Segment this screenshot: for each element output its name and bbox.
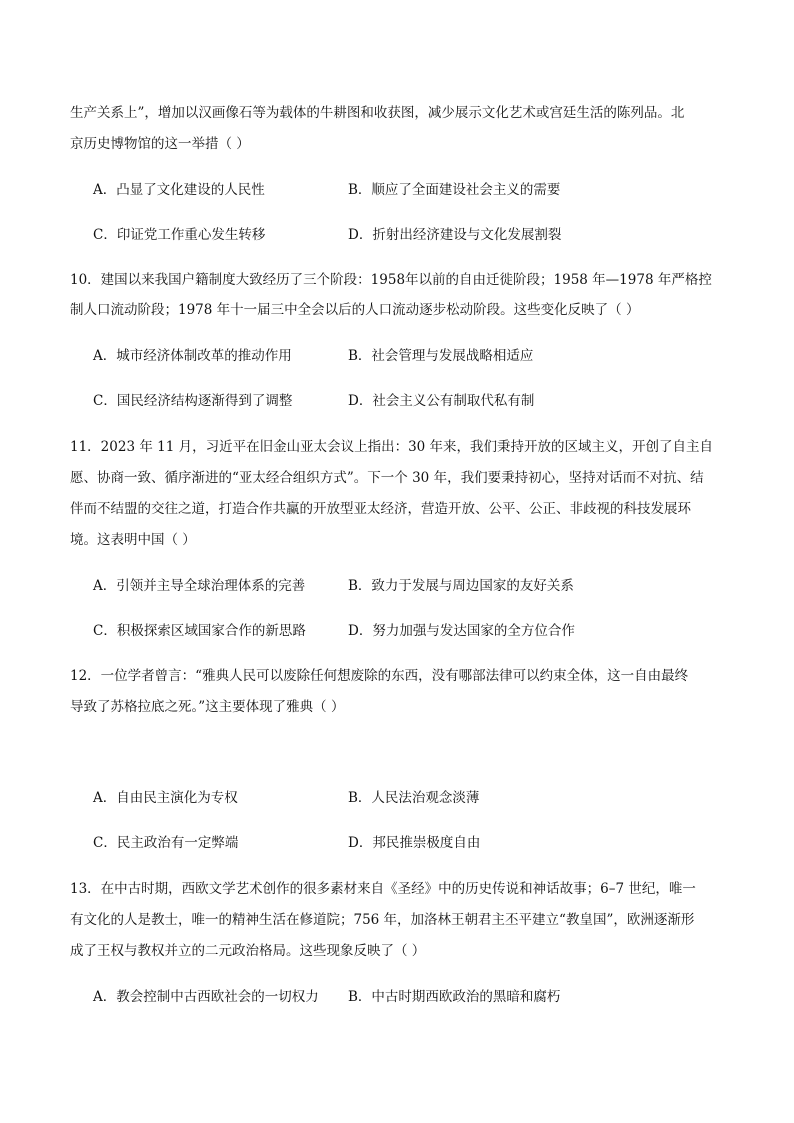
q12-option-b: B．人民法治观念淡薄 [348, 790, 480, 806]
q11-stem-line-1: 11．2023 年 11 月，习近平在旧金山亚太会议上指出：30 年来，我们秉持开放的区域主义，开创了自主自 [70, 439, 714, 455]
q10-option-d: D．社会主义公有制取代私有制 [348, 393, 535, 409]
q11-option-b: B．致力于发展与周边国家的友好关系 [348, 578, 574, 594]
q12-stem-line-1: 12．一位学者曾言：“雅典人民可以废除任何想废除的东西，没有哪部法律可以约束全体，这一自由最终 [70, 668, 689, 684]
q10-option-b: B．社会管理与发展战略相适应 [348, 348, 534, 364]
q9-option-c: C．印证党工作重心发生转移 [93, 227, 266, 243]
q11-option-c: C．积极探索区域国家合作的新思路 [93, 623, 306, 639]
q11-stem-line-3: 伴而不结盟的交往之道，打造合作共赢的开放型亚太经济，营造开放、公平、公正、非歧视的科技发展环 [70, 501, 691, 517]
q9-option-a: A．凸显了文化建设的人民性 [93, 182, 265, 198]
q9-option-b: B．顺应了全面建设社会主义的需要 [348, 182, 561, 198]
q12-option-d: D．邦民推崇极度自由 [348, 835, 481, 851]
q11-option-a: A．引领并主导全球治理体系的完善 [93, 578, 306, 594]
q10-option-c: C．国民经济结构逐渐得到了调整 [93, 393, 293, 409]
q13-option-b: B．中古时期西欧政治的黑暗和腐朽 [348, 989, 561, 1005]
q12-option-a: A．自由民主演化为专权 [93, 790, 238, 806]
q9-stem-line-2: 京历史博物馆的这一举措（ ） [70, 136, 250, 152]
q10-stem-line-1: 10．建国以来我国户籍制度大致经历了三个阶段：1958年以前的自由迁徙阶段；1958 年—1978 年严格控 [70, 272, 712, 288]
q11-option-d: D．努力加强与发达国家的全方位合作 [348, 623, 575, 639]
q12-stem-line-2: 导致了苏格拉底之死。”这主要体现了雅典（ ） [70, 699, 345, 715]
q11-stem-line-2: 愿、协商一致、循序渐进的“亚太经合组织方式”。下一个 30 年，我们要秉持初心，坚持对话而不对抗、结 [70, 470, 704, 486]
q11-stem-line-4: 境。这表明中国（ ） [70, 532, 196, 548]
q9-stem-line-1: 生产关系上”，增加以汉画像石等为载体的牛耕图和收获图，减少展示文化艺术或宫廷生活的陈列品。北 [70, 105, 685, 121]
q9-option-d: D．折射出经济建设与文化发展割裂 [348, 227, 562, 243]
q12-option-c: C．民主政治有一定弊端 [93, 835, 239, 851]
q13-stem-line-3: 成了王权与教权并立的二元政治格局。这些现象反映了（ ） [70, 943, 426, 959]
q13-stem-line-2: 有文化的人是教士，唯一的精神生活在修道院；756 年，加洛林王朝君主丕平建立“教皇国”，欧洲逐渐形 [70, 912, 695, 928]
q13-option-a: A．教会控制中古西欧社会的一切权力 [93, 989, 319, 1005]
q13-stem-line-1: 13．在中古时期，西欧文学艺术创作的很多素材来自《圣经》中的历史传说和神话故事；6–7 世纪，唯一 [70, 881, 696, 897]
q10-option-a: A．城市经济体制改革的推动作用 [93, 348, 292, 364]
q10-stem-line-2: 制人口流动阶段；1978 年十一届三中全会以后的人口流动逐步松动阶段。这些变化反映了（ ） [70, 302, 640, 318]
